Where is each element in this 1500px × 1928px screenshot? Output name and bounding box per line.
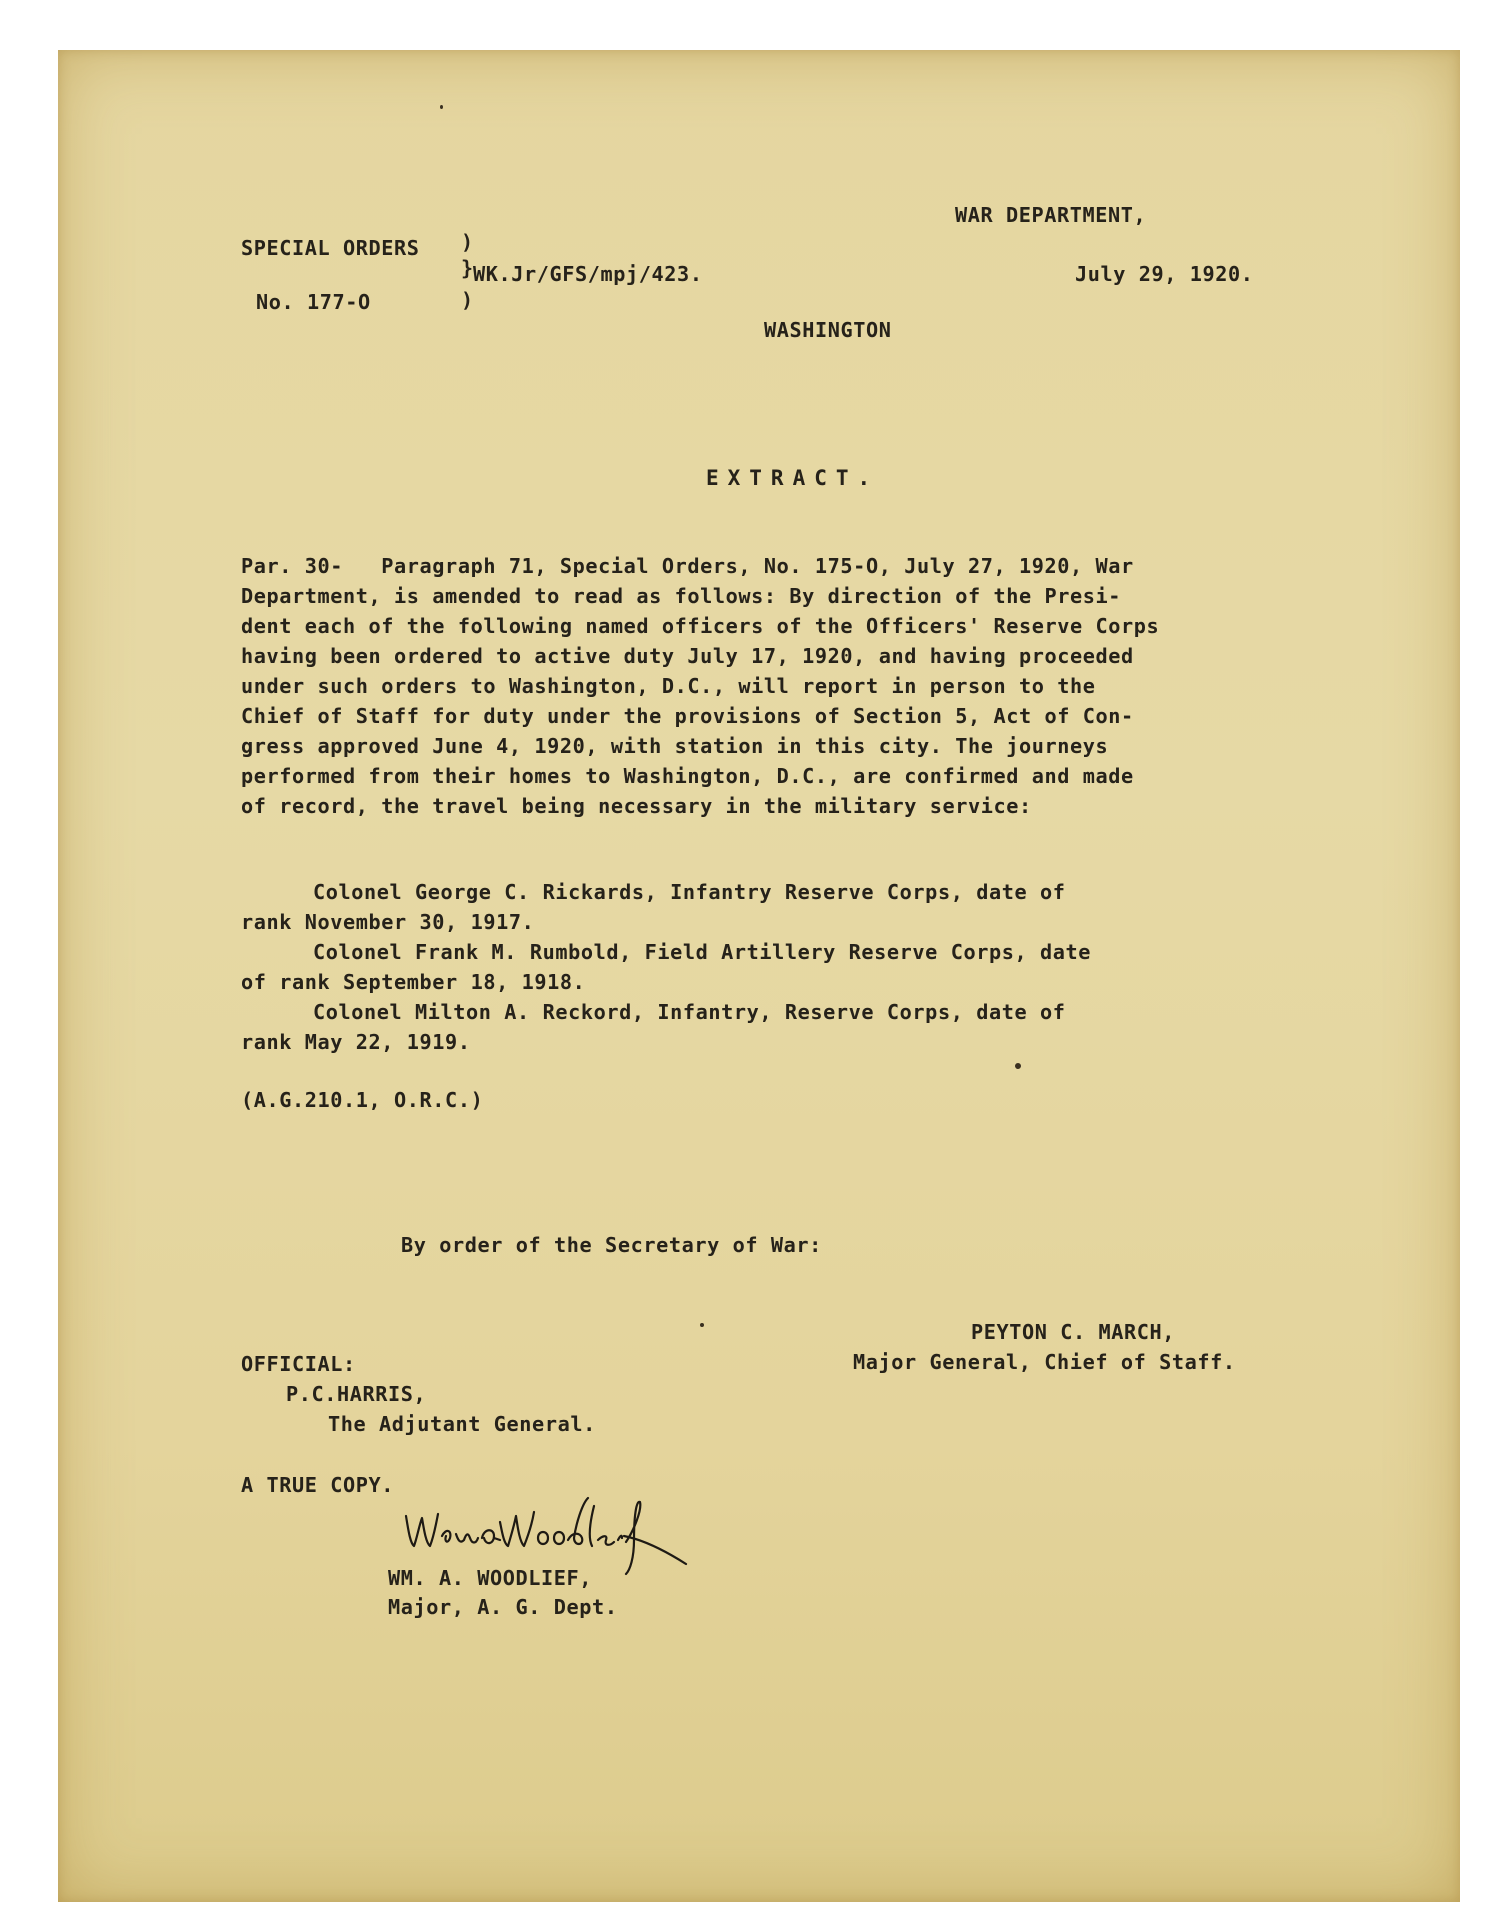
true-copy-label: A TRUE COPY. [241, 1473, 395, 1497]
paragraph-line: Chief of Staff for duty under the provisions of Section 5, Act of Con- [241, 704, 1134, 728]
special-orders-label: SPECIAL ORDERS [241, 236, 420, 260]
reference-code: WK.Jr/GFS/mpj/423. [473, 262, 703, 286]
brace-bottom: ) [461, 288, 474, 312]
paragraph-line: dent each of the following named officers of the Officers' Reserve Corps [241, 614, 1160, 638]
ink-speck [1015, 1063, 1021, 1069]
officer-entry: Colonel Frank M. Rumbold, Field Artillery Reserve Corps, date [313, 940, 1091, 964]
paragraph-line: Par. 30- Paragraph 71, Special Orders, No. 175-O, July 27, 1920, War [241, 554, 1134, 578]
handwritten-signature [398, 1488, 743, 1578]
department-heading: WAR DEPARTMENT, [955, 203, 1147, 227]
officer-entry: of rank September 18, 1918. [241, 970, 586, 994]
chief-name: PEYTON C. MARCH, [971, 1320, 1176, 1344]
officer-entry: rank May 22, 1919. [241, 1030, 471, 1054]
paragraph-line: performed from their homes to Washington, D.C., are confirmed and made [241, 764, 1134, 788]
paragraph-line: Department, is amended to read as follows: By direction of the Presi- [241, 584, 1122, 608]
order-date: July 29, 1920. [1075, 262, 1254, 286]
official-title: The Adjutant General. [328, 1412, 596, 1436]
certifier-name: WM. A. WOODLIEF, [388, 1566, 593, 1590]
officer-entry: rank November 30, 1917. [241, 910, 535, 934]
brace-top: ) [461, 230, 474, 254]
paragraph-line: having been ordered to active duty July 17, 1920, and having proceeded [241, 644, 1134, 668]
paragraph-line: of record, the travel being necessary in the military service: [241, 794, 1032, 818]
brace-middle: } [461, 256, 474, 280]
officer-entry: Colonel Milton A. Reckord, Infantry, Reserve Corps, date of [313, 1000, 1066, 1024]
official-label: OFFICIAL: [241, 1352, 356, 1376]
paragraph-line: under such orders to Washington, D.C., will report in person to the [241, 674, 1096, 698]
city-heading: WASHINGTON [764, 318, 892, 342]
certifier-title: Major, A. G. Dept. [388, 1595, 618, 1619]
file-reference: (A.G.210.1, O.R.C.) [241, 1088, 484, 1112]
ink-speck [440, 105, 443, 109]
official-name: P.C.HARRIS, [286, 1382, 427, 1406]
officer-entry: Colonel George C. Rickards, Infantry Reserve Corps, date of [313, 880, 1066, 904]
chief-title: Major General, Chief of Staff. [853, 1350, 1236, 1374]
orders-number: No. 177-O [256, 290, 371, 314]
extract-title: EXTRACT. [706, 466, 880, 490]
paragraph-line: gress approved June 4, 1920, with station in this city. The journeys [241, 734, 1109, 758]
ink-speck [700, 1323, 704, 1327]
order-by-line: By order of the Secretary of War: [401, 1233, 822, 1257]
